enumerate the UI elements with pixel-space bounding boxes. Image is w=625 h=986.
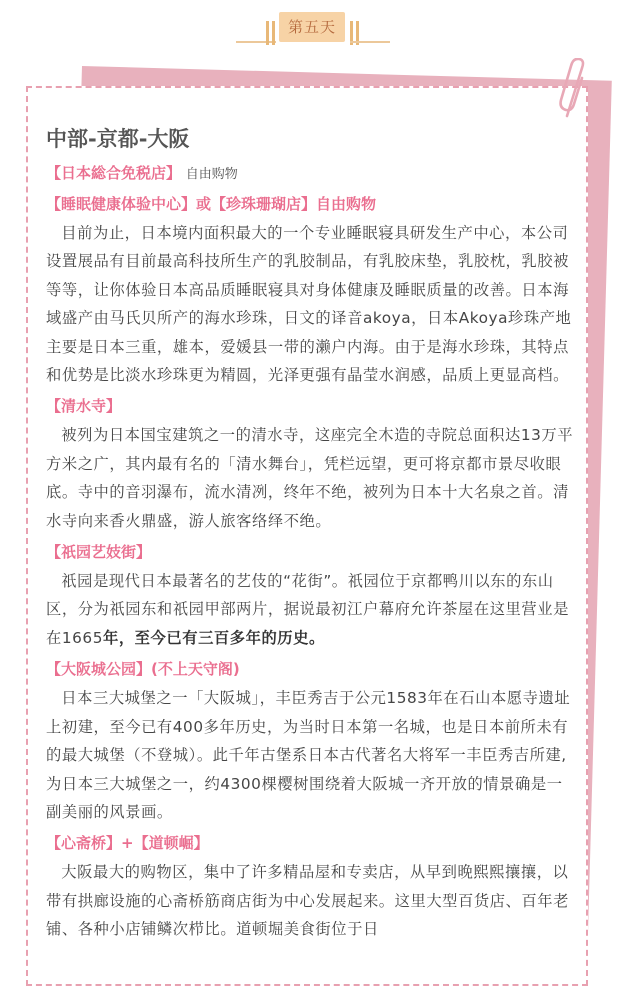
shopping-description: 目前为止，日本境内面积最大的一个专业睡眠寝具研发生产中心，本公司设置展品有目前最高科技所生产的乳胶制品，有乳胶床垫，乳胶枕，乳胶被等等，让你体验日本高品质睡眠寝具对身体健康及睡眠质量的改善。日本海域盛产由马氏贝所产的海水珍珠，日文的译音akoya，日本Akoya珍珠产地主要是日本三重，雄本，爱媛县一带的濑户内海。由于是海水珍珠，其特点和优势是比淡水珍珠更为精圆，光泽更强有晶莹水润感，品质上更显高档。 bbox=[46, 224, 572, 385]
header-bar bbox=[266, 21, 269, 45]
section-heading-kiyomizu bbox=[46, 394, 576, 419]
header-bar bbox=[272, 21, 275, 45]
store-note: 自由购物 bbox=[185, 167, 238, 182]
section-heading-osaka-castle bbox=[46, 657, 576, 682]
heading-text: 【祇园艺妓街】 bbox=[46, 543, 152, 562]
heading-text: 【清水寺】 bbox=[46, 397, 122, 416]
day-badge: 第五天 bbox=[279, 12, 345, 42]
gion-text: 祇园是现代日本最著名的艺伎的“花街”。祇园位于京都鸭川以东的东山区，分为祇园东和祇园甲部两片，据说最初江户幕府允许茶屋在这里营业是在1665 bbox=[46, 572, 569, 647]
gion-description bbox=[46, 567, 576, 652]
shopping-line-2 bbox=[46, 192, 576, 217]
day-header bbox=[0, 12, 625, 46]
heading-text: 【心斋桥】+【道顿崛】 bbox=[46, 834, 209, 853]
section-heading-gion bbox=[46, 540, 576, 565]
section-heading-shinsaibashi bbox=[46, 831, 576, 856]
store-tag: 【日本総合免税店】 bbox=[46, 164, 182, 182]
shopping-line-1 bbox=[46, 161, 576, 187]
header-rule-right bbox=[350, 41, 390, 43]
paperclip-icon bbox=[558, 58, 590, 124]
kiyomizu-description: 被列为日本国宝建筑之一的清水寺，这座完全木造的寺院总面积达13万平方米之广，其内最有名的「清水舞台」，凭栏远望，更可将京都市景尽收眼底。寺中的音羽瀑布，流水清冽，终年不绝，被列为日本十大名泉之首。清水寺向来香火鼎盛，游人旅客络绎不绝。 bbox=[46, 426, 574, 530]
heading-text: 【大阪城公园】(不上天守阁) bbox=[46, 660, 240, 679]
header-rule-left bbox=[236, 41, 276, 43]
shinsaibashi-description: 大阪最大的购物区，集中了许多精品屋和专卖店，从早到晚熙熙攘攘，以带有拱廊设施的心斋桥筋商店街为中心发展起来。这里大型百货店、百年老铺、各种小店铺鳞次栉比。道顿堀美食街位于日 bbox=[46, 863, 569, 939]
gion-text-bold: 年，至今已有三百多年的历史。 bbox=[102, 628, 325, 647]
route-title: 中部-京都-大阪 bbox=[46, 127, 190, 151]
osaka-castle-description: 日本三大城堡之一「大阪城」，丰臣秀吉于公元1583年在石山本愿寺遗址上初建，至今已有400多年历史，为当时日本第一名城，也是日本前所未有的最大城堡（不登城）。此千年古堡系日本古代著名大将军一丰臣秀吉所建,为日本三大城堡之一，约4300棵樱树围绕着大阪城一齐开放的情景确是一副美丽的风景画。 bbox=[46, 689, 571, 821]
store-tag: 【睡眠健康体验中心】或【珍珠珊瑚店】自由购物 bbox=[46, 195, 377, 213]
day-content bbox=[46, 122, 576, 947]
